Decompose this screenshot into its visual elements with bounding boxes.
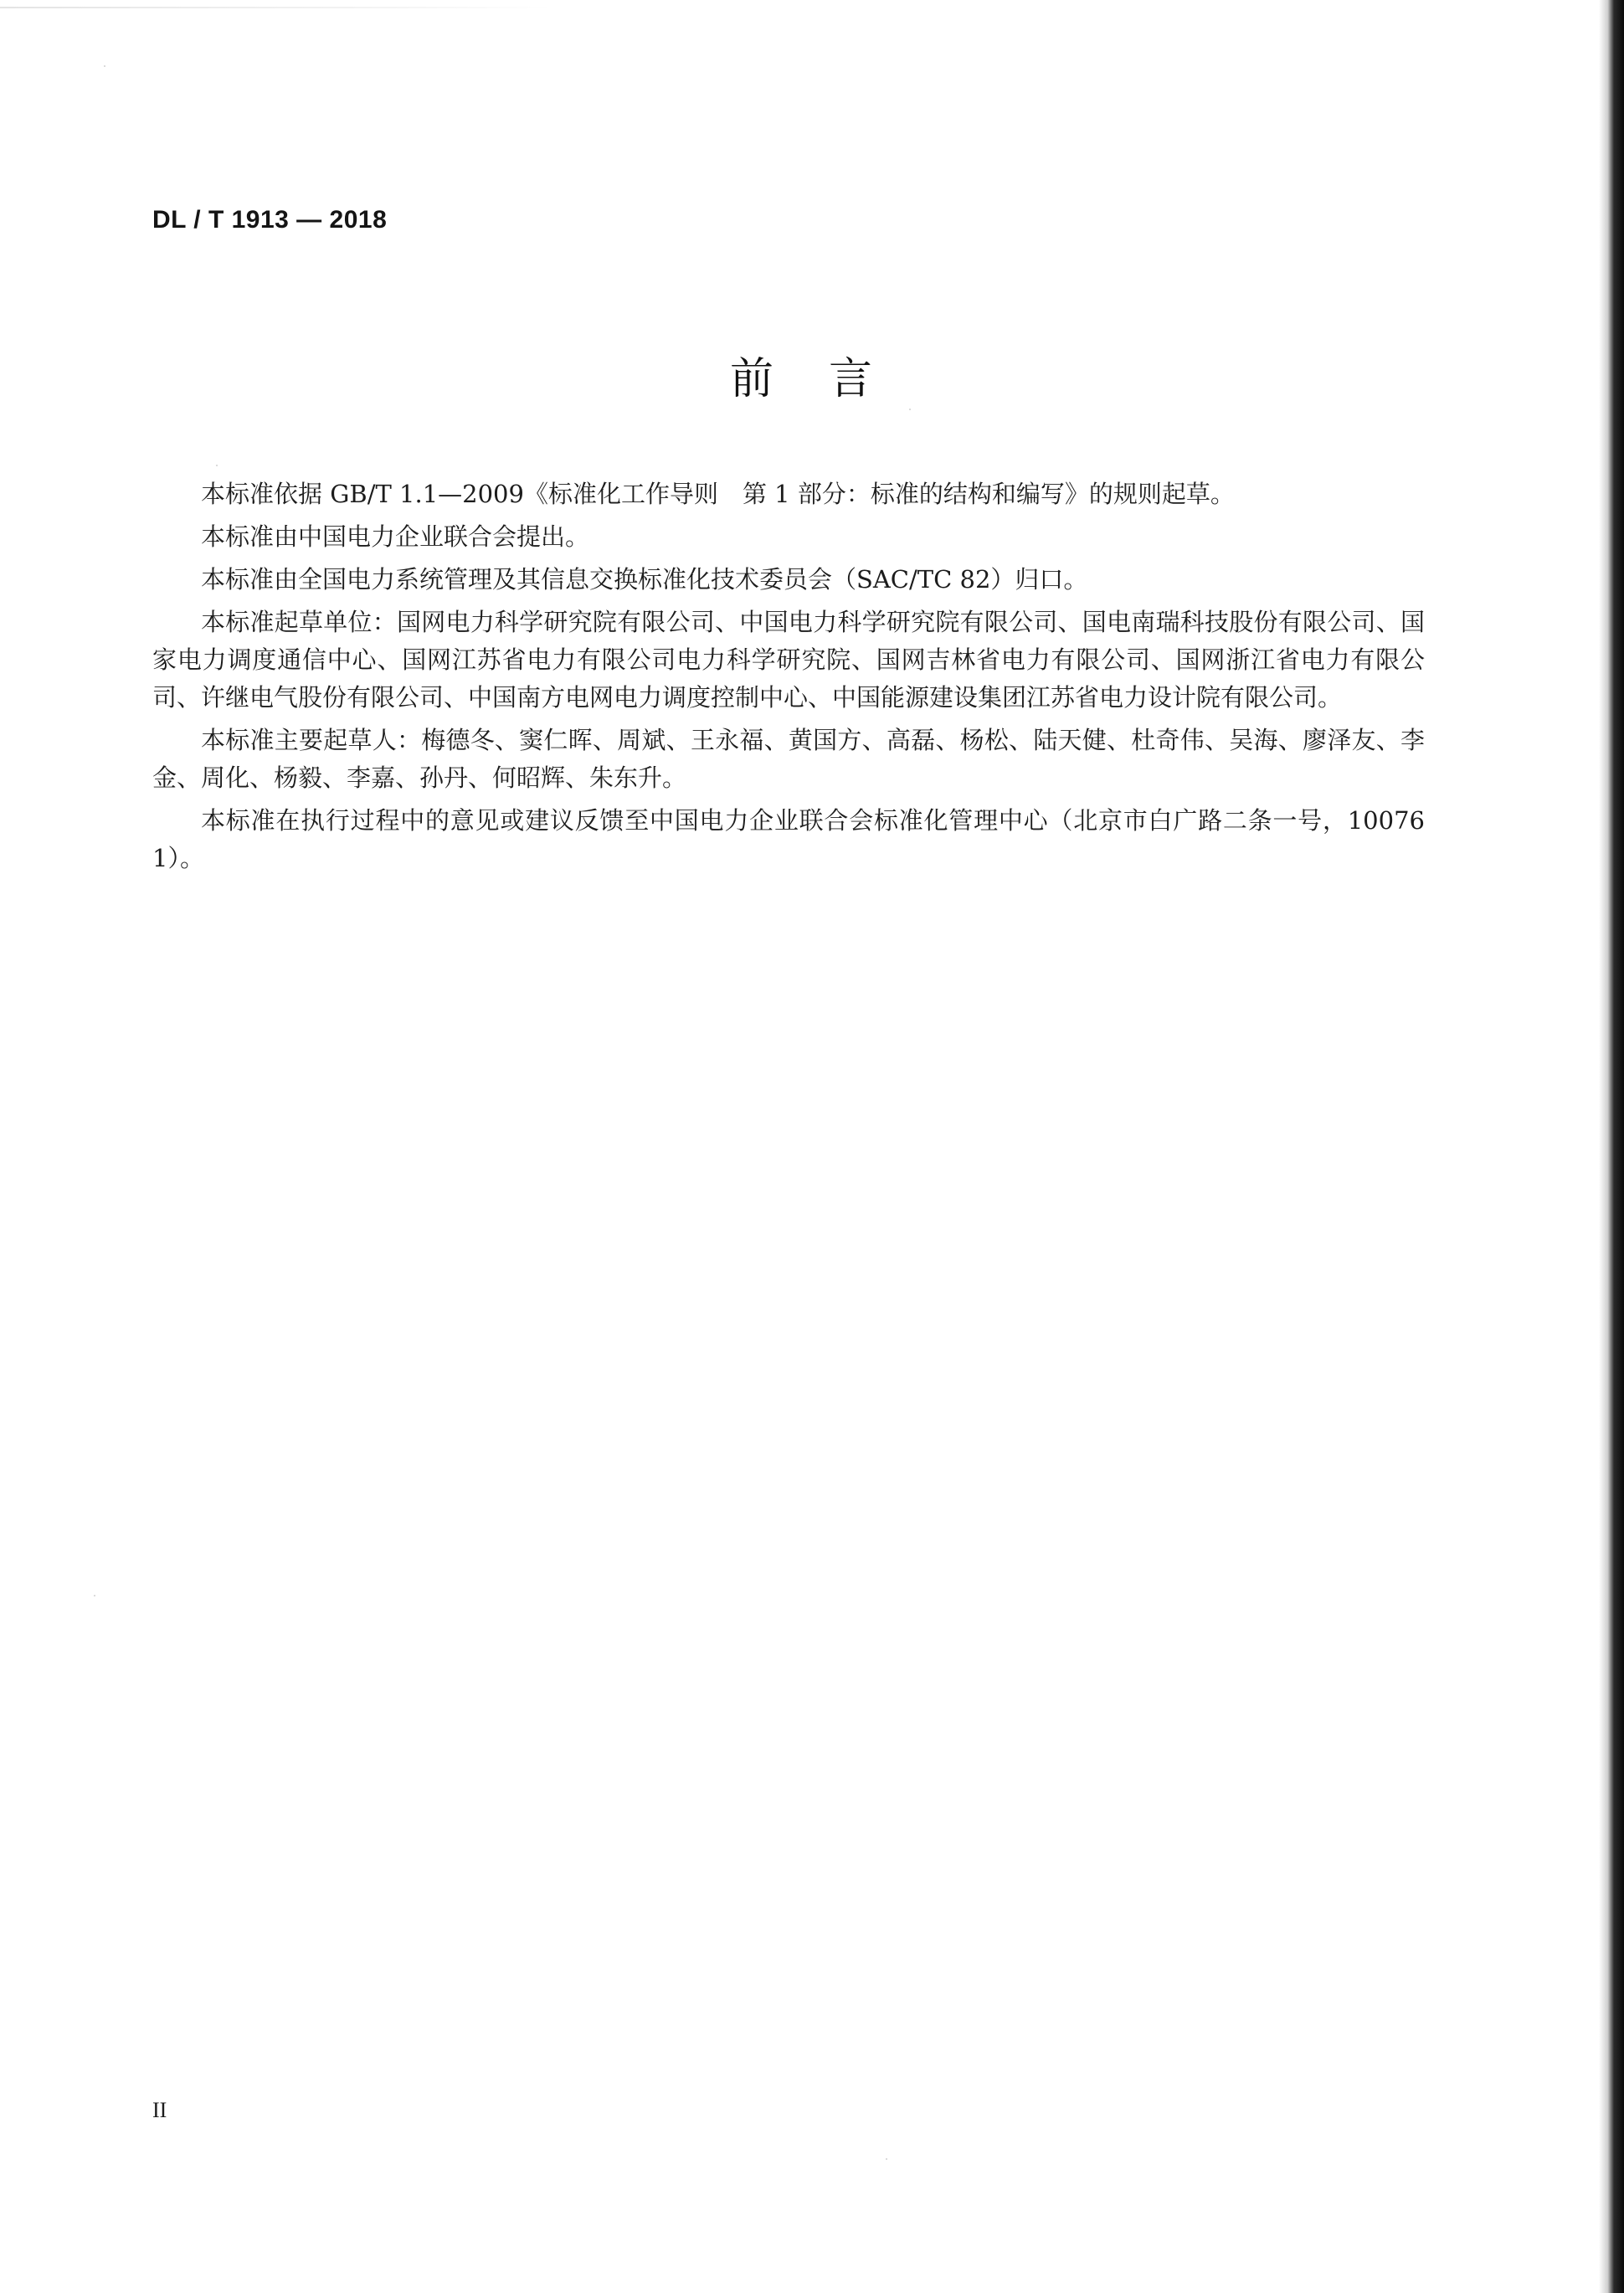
paragraph-feedback: 本标准在执行过程中的意见或建议反馈至中国电力企业联合会标准化管理中心（北京市白广路二条一号，100761）。 (152, 806, 1425, 872)
scan-speck (216, 465, 218, 466)
paragraph-committee: 本标准由全国电力系统管理及其信息交换标准化技术委员会（SAC/TC 82）归口。 (201, 565, 1088, 594)
scan-speck (94, 1595, 95, 1596)
document-number: DL / T 1913 — 2018 (152, 206, 388, 234)
foreword-body (152, 476, 1425, 882)
scan-speck (104, 65, 105, 67)
page-title: 前言 (729, 354, 928, 404)
scan-page-edge (1599, 0, 1624, 2293)
paragraph-drafting-units: 本标准起草单位：国网电力科学研究院有限公司、中国电力科学研究院有限公司、国电南瑞科技股份有限公司、国家电力调度通信中心、国网江苏省电力有限公司电力科学研究院、国网吉林省电力有限公司、国网浙江省电力有限公司、许继电气股份有限公司、中国南方电网电力调度控制中心、中国能源建设集团江苏省电力设计院有限公司。 (152, 608, 1425, 712)
scan-speck (909, 409, 911, 410)
scan-speck (886, 2158, 887, 2160)
paragraph-drafters: 本标准主要起草人：梅德冬、窦仁晖、周斌、王永福、黄国方、高磊、杨松、陆天健、杜奇伟、吴海、廖泽友、李金、周化、杨毅、李嘉、孙丹、何昭辉、朱东升。 (152, 726, 1425, 792)
paragraph-drafting-basis: 本标准依据 GB/T 1.1—2009《标准化工作导则 第 1 部分：标准的结构和编写》的规则起草。 (201, 480, 1235, 508)
paragraph-proposer: 本标准由中国电力企业联合会提出。 (201, 522, 590, 551)
page-number: II (152, 2098, 167, 2122)
top-rule (0, 7, 552, 8)
